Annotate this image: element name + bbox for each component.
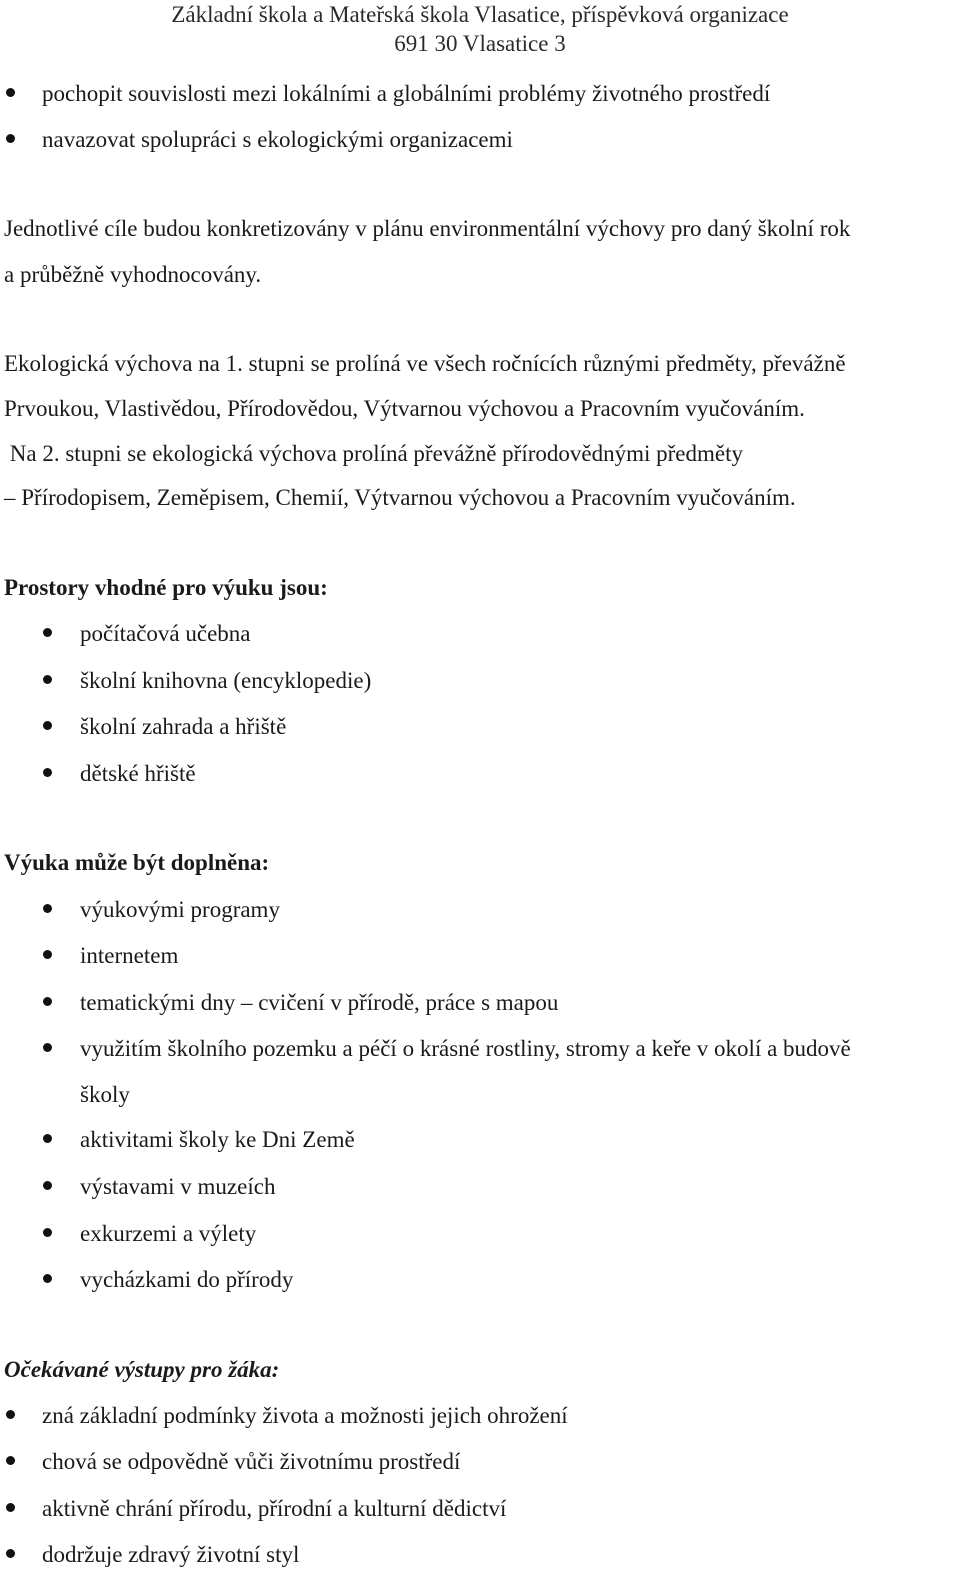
list-item-text: školní zahrada a hřiště xyxy=(80,714,287,739)
list-item-text: výukovými programy xyxy=(80,897,280,922)
bullet-icon xyxy=(43,628,52,637)
bullet-icon xyxy=(6,1456,15,1465)
list-item-text: dodržuje zdravý životní styl xyxy=(42,1542,300,1567)
bullet-icon xyxy=(43,1134,52,1143)
bullet-icon xyxy=(43,1228,52,1237)
list-item-text: internetem xyxy=(80,943,179,968)
list-item-text: exkurzemi a výlety xyxy=(80,1221,257,1246)
paragraph-line: a průběžně vyhodnocovány. xyxy=(4,262,262,287)
list-item-text: využitím školního pozemku a péčí o krásné rostliny, stromy a keře v okolí a budově xyxy=(80,1036,851,1061)
list-item-text: aktivitami školy ke Dni Země xyxy=(80,1127,355,1152)
section-heading: Výuka může být doplněna: xyxy=(4,850,270,875)
bullet-icon xyxy=(43,721,52,730)
list-item-text: dětské hřiště xyxy=(80,761,196,786)
list-item-text: školní knihovna (encyklopedie) xyxy=(80,668,372,693)
bullet-icon xyxy=(43,950,52,959)
school-address-header: 691 30 Vlasatice 3 xyxy=(394,31,566,56)
paragraph-line: Na 2. stupni se ekologická výchova prolíná převážně přírodovědnými předměty xyxy=(4,441,743,466)
list-item-text: chová se odpovědně vůči životnímu prostředí xyxy=(42,1449,461,1474)
bullet-icon xyxy=(43,1043,52,1052)
section-heading: Očekávané výstupy pro žáka: xyxy=(4,1357,280,1382)
bullet-icon xyxy=(6,1549,15,1558)
paragraph-line: Jednotlivé cíle budou konkretizovány v plánu environmentální výchovy pro daný školní rok xyxy=(4,216,851,241)
list-item-text: navazovat spolupráci s ekologickými organizacemi xyxy=(42,127,513,152)
paragraph-line: Ekologická výchova na 1. stupni se prolíná ve všech ročnících různými předměty, převážně xyxy=(4,351,846,376)
list-item-text: vycházkami do přírody xyxy=(80,1267,294,1292)
bullet-icon xyxy=(43,1274,52,1283)
list-item-text: tematickými dny – cvičení v přírodě, práce s mapou xyxy=(80,990,559,1015)
bullet-icon xyxy=(43,904,52,913)
bullet-icon xyxy=(43,768,52,777)
bullet-icon xyxy=(43,1181,52,1190)
bullet-icon xyxy=(6,1503,15,1512)
list-item-text-continuation: školy xyxy=(80,1082,130,1107)
list-item-text: výstavami v muzeích xyxy=(80,1174,276,1199)
list-item-text: zná základní podmínky života a možnosti jejich ohrožení xyxy=(42,1403,568,1428)
school-name-header: Základní škola a Mateřská škola Vlasatice, příspěvková organizace xyxy=(171,2,789,27)
list-item-text: pochopit souvislosti mezi lokálními a globálními problémy životného prostředí xyxy=(42,81,771,106)
bullet-icon xyxy=(6,88,15,97)
paragraph-line: Prvoukou, Vlastivědou, Přírodovědou, Výtvarnou výchovou a Pracovním vyučováním. xyxy=(4,396,805,421)
paragraph-line: – Přírodopisem, Zeměpisem, Chemií, Výtvarnou výchovou a Pracovním vyučováním. xyxy=(4,485,796,510)
bullet-icon xyxy=(6,134,15,143)
bullet-icon xyxy=(43,675,52,684)
list-item-text: aktivně chrání přírodu, přírodní a kulturní dědictví xyxy=(42,1496,507,1521)
list-item-text: počítačová učebna xyxy=(80,621,251,646)
bullet-icon xyxy=(43,997,52,1006)
section-heading: Prostory vhodné pro výuku jsou: xyxy=(4,575,328,600)
bullet-icon xyxy=(6,1410,15,1419)
